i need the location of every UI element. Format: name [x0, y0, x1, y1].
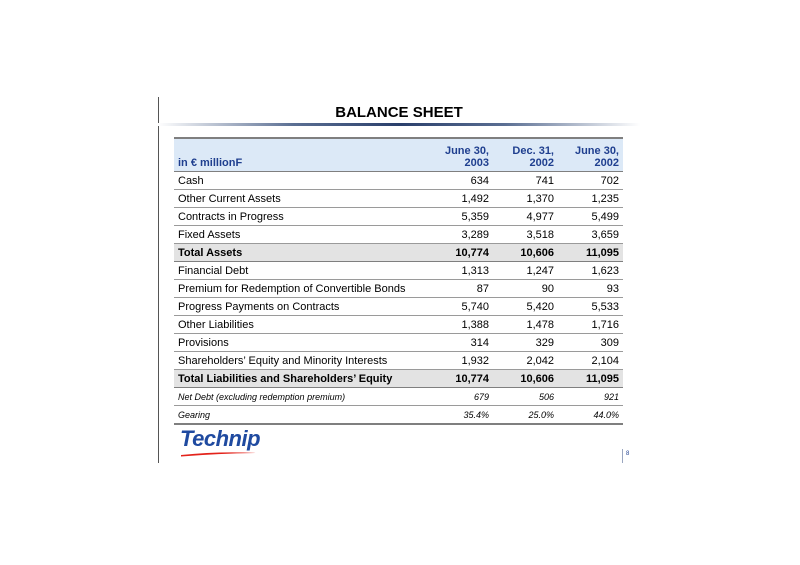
row-value: 93: [558, 280, 623, 298]
row-label: Total Assets: [174, 244, 428, 262]
row-value: 634: [428, 172, 493, 190]
table-row: [174, 352, 623, 370]
table-row: [174, 226, 623, 244]
row-label: Gearing: [174, 406, 428, 425]
slide-title: BALANCE SHEET: [335, 104, 463, 121]
row-value: 2,042: [493, 352, 558, 370]
slide-left-rule: [158, 97, 159, 463]
table-row: [174, 262, 623, 280]
row-value: 679: [428, 388, 493, 406]
row-value: 4,977: [493, 208, 558, 226]
row-value: 1,247: [493, 262, 558, 280]
row-value: 1,370: [493, 190, 558, 208]
technip-logo: [180, 428, 260, 458]
row-value: 921: [558, 388, 623, 406]
page-number: 8: [626, 451, 630, 457]
page-number-rule: [622, 449, 623, 463]
row-value: 506: [493, 388, 558, 406]
row-value: 3,518: [493, 226, 558, 244]
row-value: 44.0%: [558, 406, 623, 425]
logo-wordmark: Technip: [180, 426, 261, 451]
row-value: 314: [428, 334, 493, 352]
row-value: 3,659: [558, 226, 623, 244]
row-value: 1,313: [428, 262, 493, 280]
row-value: 10,774: [428, 370, 493, 388]
table-row: [174, 280, 623, 298]
row-label: Fixed Assets: [174, 226, 428, 244]
table-row: [174, 334, 623, 352]
row-value: 90: [493, 280, 558, 298]
row-label: Shareholders’ Equity and Minority Interests: [174, 352, 428, 370]
table-body: [174, 172, 623, 425]
row-value: 11,095: [558, 370, 623, 388]
row-label: Total Liabilities and Shareholders’ Equity: [174, 370, 428, 388]
table-header-row: [174, 138, 623, 172]
row-value: 5,740: [428, 298, 493, 316]
table-row: [174, 316, 623, 334]
row-value: 1,623: [558, 262, 623, 280]
row-label: Contracts in Progress: [174, 208, 428, 226]
table-row: [174, 298, 623, 316]
table-row: [174, 388, 623, 406]
row-value: 1,478: [493, 316, 558, 334]
row-value: 10,774: [428, 244, 493, 262]
row-label: Net Debt (excluding redemption premium): [174, 388, 428, 406]
row-value: 10,606: [493, 370, 558, 388]
row-label: Provisions: [174, 334, 428, 352]
row-value: 3,289: [428, 226, 493, 244]
column-header: June 30, 2003: [428, 138, 493, 172]
row-value: 5,359: [428, 208, 493, 226]
table-row: [174, 208, 623, 226]
row-label: Other Current Assets: [174, 190, 428, 208]
balance-sheet-table: [174, 137, 623, 425]
row-label: Premium for Redemption of Convertible Bonds: [174, 280, 428, 298]
row-value: 25.0%: [493, 406, 558, 425]
logo-swoosh-icon: [180, 451, 258, 457]
table-row: [174, 406, 623, 425]
row-value: 1,492: [428, 190, 493, 208]
row-label: Financial Debt: [174, 262, 428, 280]
table-row: [174, 190, 623, 208]
row-value: 309: [558, 334, 623, 352]
row-value: 702: [558, 172, 623, 190]
row-label: Progress Payments on Contracts: [174, 298, 428, 316]
row-value: 2,104: [558, 352, 623, 370]
column-header: Dec. 31, 2002: [493, 138, 558, 172]
row-value: 1,716: [558, 316, 623, 334]
column-header: June 30, 2002: [558, 138, 623, 172]
row-value: 1,235: [558, 190, 623, 208]
table-row: [174, 244, 623, 262]
row-value: 329: [493, 334, 558, 352]
row-value: 5,420: [493, 298, 558, 316]
row-value: 35.4%: [428, 406, 493, 425]
row-label: Cash: [174, 172, 428, 190]
table-row: [174, 172, 623, 190]
row-value: 741: [493, 172, 558, 190]
title-underline: [158, 123, 640, 126]
row-value: 10,606: [493, 244, 558, 262]
row-value: 11,095: [558, 244, 623, 262]
row-value: 1,388: [428, 316, 493, 334]
row-label: Other Liabilities: [174, 316, 428, 334]
unit-label: in € millionF: [174, 138, 428, 172]
table-row: [174, 370, 623, 388]
row-value: 1,932: [428, 352, 493, 370]
row-value: 5,533: [558, 298, 623, 316]
row-value: 87: [428, 280, 493, 298]
row-value: 5,499: [558, 208, 623, 226]
